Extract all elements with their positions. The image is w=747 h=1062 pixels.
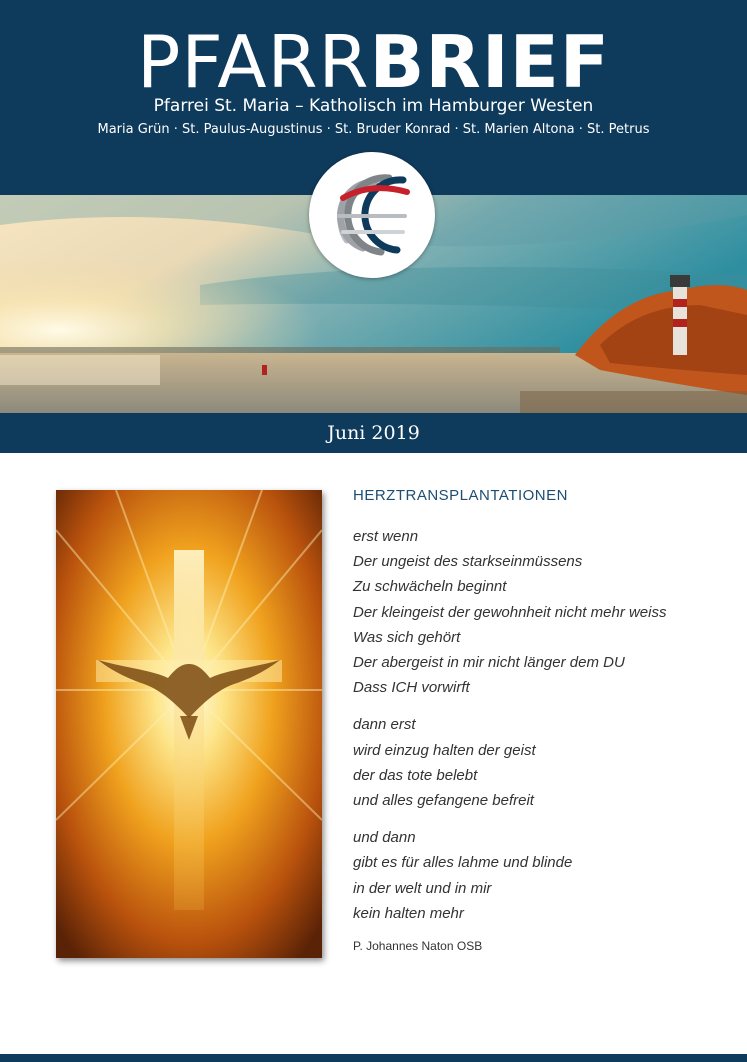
poem-line: dann erst [353, 716, 416, 734]
poem-line: Der ungeist des starkseinmüssens [353, 553, 583, 571]
holy-spirit-image [56, 490, 322, 958]
globe-logo-icon [309, 152, 435, 278]
title-bold: BRIEF [369, 20, 610, 104]
poem-line: Der kleingeist der gewohnheit nicht mehr weiss [353, 603, 667, 621]
poem-line: und alles gefangene befreit [353, 792, 534, 810]
poem-line: wird einzug halten der geist [353, 741, 536, 759]
masthead-title [0, 22, 747, 102]
poem-line: erst wenn [353, 528, 419, 545]
poem-stanza-1 [353, 524, 733, 700]
issue-date-bar [0, 413, 747, 453]
poem-line: Zu schwächeln beginnt [353, 578, 507, 596]
poem [353, 486, 733, 954]
footer-bar [0, 1054, 747, 1062]
poem-line: Was sich gehört [353, 628, 461, 646]
parish-name: Pfarrei St. Maria – Katholisch im Hamburger Westen [153, 96, 594, 116]
poem-author: P. Johannes Naton OSB [353, 939, 483, 954]
poem-title: HERZTRANSPLANTATIONEN [353, 487, 568, 504]
parish-list: Maria Grün · St. Paulus-Augustinus · St. Bruder Konrad · St. Marien Altona · St. Petrus [97, 122, 650, 137]
poem-line: kein halten mehr [353, 904, 464, 922]
poem-line: und dann [353, 829, 416, 847]
issue-date: Juni 2019 [327, 422, 420, 444]
poem-line: gibt es für alles lahme und blinde [353, 854, 573, 872]
poem-line: der das tote belebt [353, 766, 478, 784]
title-light: PFARR [136, 20, 370, 104]
poem-stanza-3 [353, 825, 733, 926]
dove-light-picture [56, 490, 322, 958]
parish-logo [309, 152, 435, 278]
poem-line: in der welt und in mir [353, 879, 492, 897]
poem-stanza-2 [353, 712, 733, 813]
poem-line: Der abergeist in mir nicht länger dem DU [353, 654, 625, 672]
poem-line: Dass ICH vorwirft [353, 679, 470, 697]
